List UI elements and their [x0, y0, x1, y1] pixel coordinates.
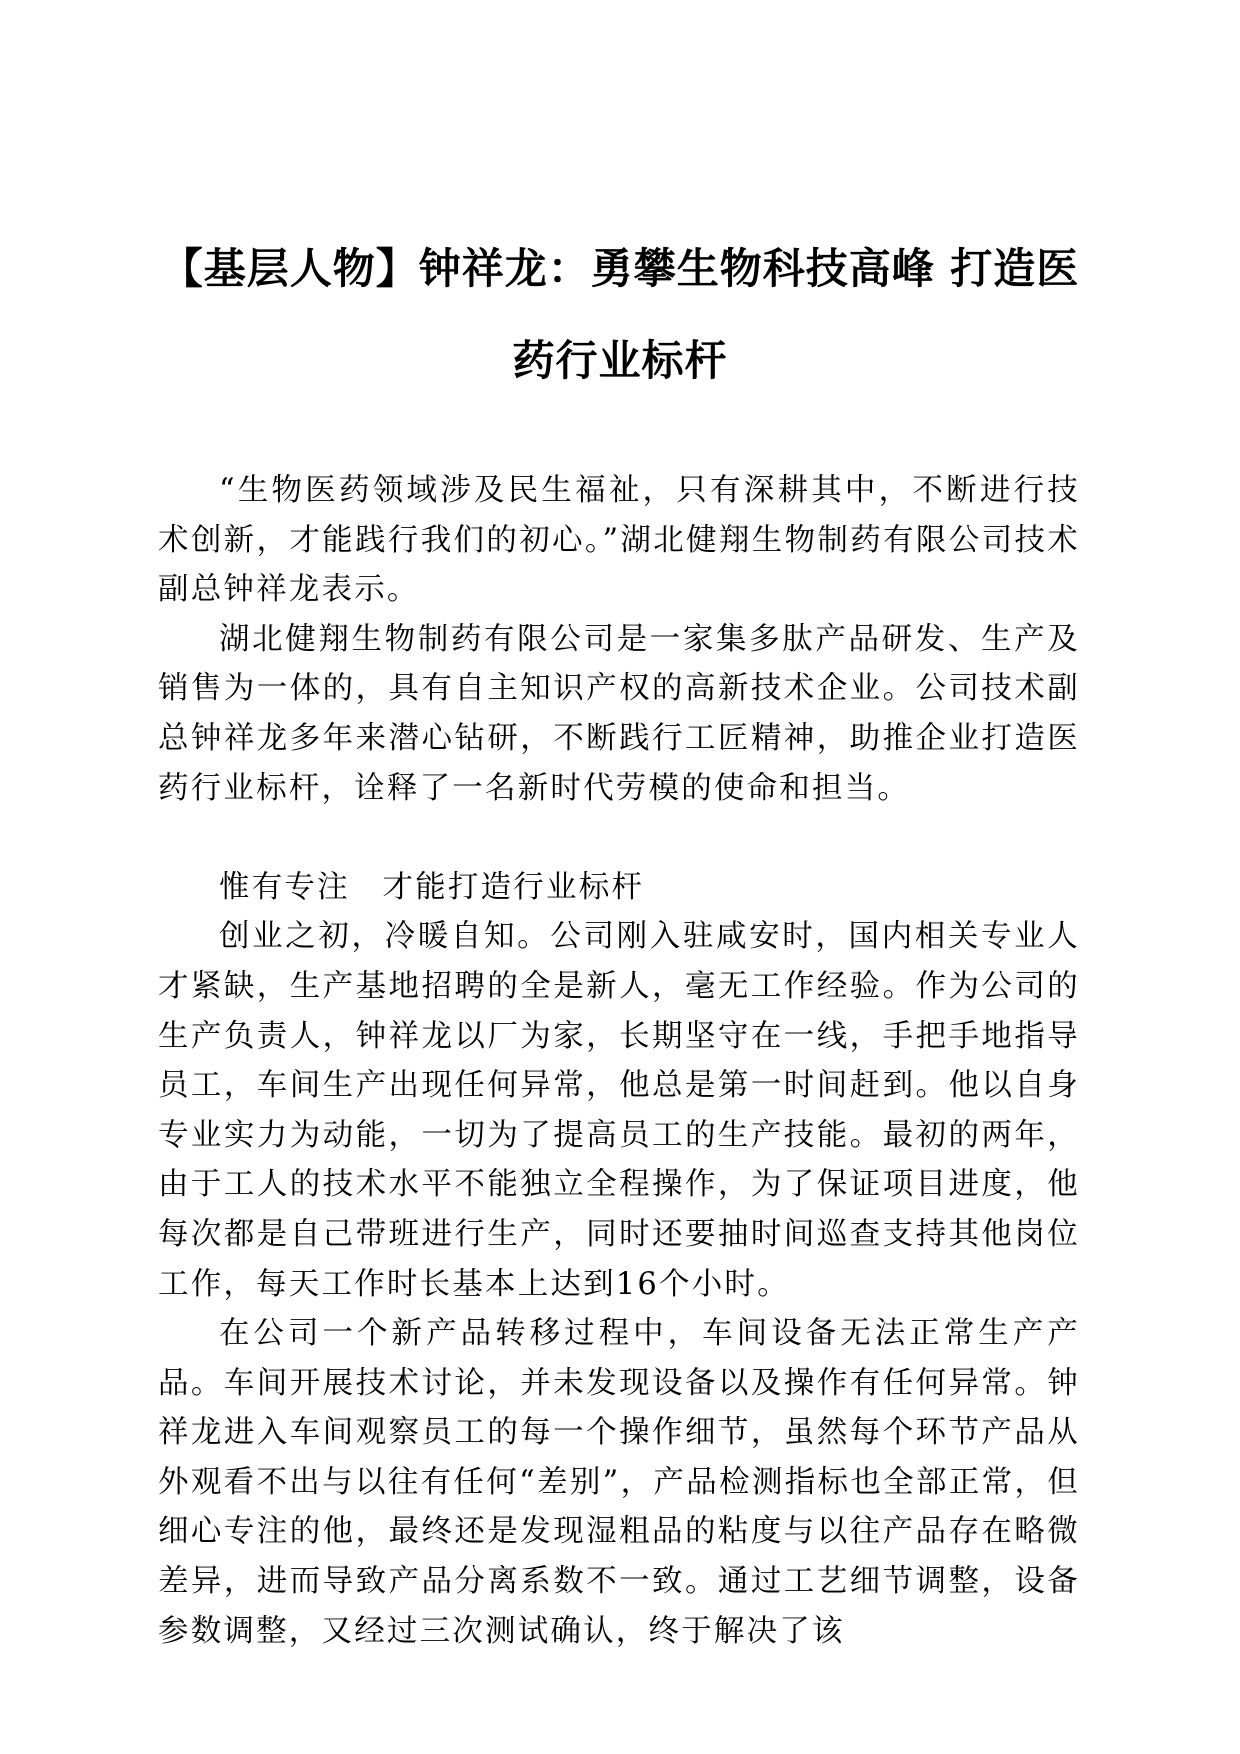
article-body: [158, 466, 1080, 1656]
paragraph-spacer: [158, 813, 1080, 863]
article-title: 【基层人物】钟祥龙：勇攀生物科技高峰 打造医药行业标杆: [160, 244, 1080, 385]
section-paragraph-product-transfer: 在公司一个新产品转移过程中，车间设备无法正常生产产品。车间开展技术讨论，并未发现设备以及操作有任何异常。钟祥龙进入车间观察员工的每一个操作细节，虽然每个环节产品从外观看不出与以往有任何“差别”，产品检测指标也全部正常，但细心专注的他，最终还是发现湿粗品的粘度与以往产品存在略微差异，进而导致产品分离系数不一致。通过工艺细节调整，设备参数调整，又经过三次测试确认，终于解决了该: [158, 1316, 1080, 1649]
section-paragraph-startup: 创业之初，冷暖自知。公司刚入驻咸安时，国内相关专业人才紧缺，生产基地招聘的全是新人，毫无工作经验。作为公司的生产负责人，钟祥龙以厂为家，长期坚守在一线，手把手地指导员工，车间生产出现任何异常，他总是第一时间赶到。他以自身专业实力为动能，一切为了提高员工的生产技能。最初的两年，由于工人的技术水平不能独立全程操作，为了保证项目进度，他每次都是自己带班进行生产，同时还要抽时间巡查支持其他岗位工作，每天工作时长基本上达到16个小时。: [158, 919, 1080, 1302]
intro-paragraph-quote: “生物医药领域涉及民生福祉，只有深耕其中，不断进行技术创新，才能践行我们的初心。”湖北健翔生物制药有限公司技术副总钟祥龙表示。: [158, 473, 1080, 608]
section-heading: 惟有专注 才能打造行业标杆: [219, 869, 645, 905]
intro-paragraph-company: 湖北健翔生物制药有限公司是一家集多肽产品研发、生产及销售为一体的，具有自主知识产权的高新技术企业。公司技术副总钟祥龙多年来潜心钻研，不断践行工匠精神，助推企业打造医药行业标杆，诠释了一名新时代劳模的使命和担当。: [158, 621, 1080, 806]
